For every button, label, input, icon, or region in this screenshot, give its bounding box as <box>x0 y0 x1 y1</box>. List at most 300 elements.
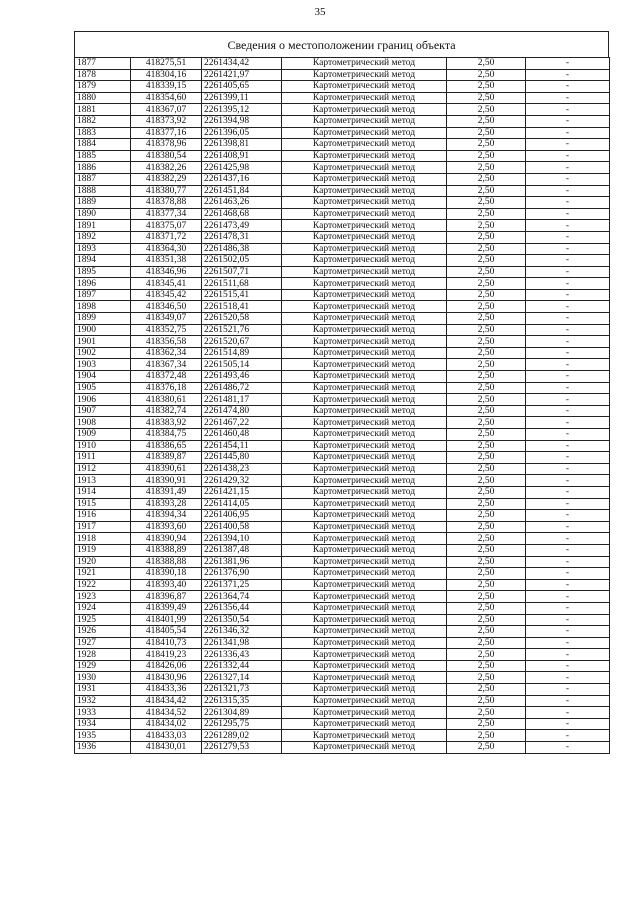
point-number-cell: 1893 <box>75 243 131 255</box>
point-number-cell: 1882 <box>75 115 131 127</box>
description-cell: - <box>526 521 610 533</box>
accuracy-cell: 2,50 <box>447 718 526 730</box>
y-coordinate-cell: 2261515,41 <box>202 289 282 301</box>
method-cell: Картометрический метод <box>282 626 447 638</box>
y-coordinate-cell: 2261371,25 <box>202 579 282 591</box>
description-cell: - <box>526 208 610 220</box>
accuracy-cell: 2,50 <box>447 382 526 394</box>
method-cell: Картометрический метод <box>282 695 447 707</box>
accuracy-cell: 2,50 <box>447 440 526 452</box>
x-coordinate-cell: 418434,52 <box>131 707 202 719</box>
method-cell: Картометрический метод <box>282 220 447 232</box>
point-number-cell: 1909 <box>75 429 131 441</box>
description-cell: - <box>526 730 610 742</box>
accuracy-cell: 2,50 <box>447 313 526 325</box>
x-coordinate-cell: 418388,88 <box>131 556 202 568</box>
method-cell: Картометрический метод <box>282 660 447 672</box>
x-coordinate-cell: 418434,02 <box>131 718 202 730</box>
accuracy-cell: 2,50 <box>447 336 526 348</box>
y-coordinate-cell: 2261399,11 <box>202 92 282 104</box>
table-row <box>75 498 610 510</box>
y-coordinate-cell: 2261350,54 <box>202 614 282 626</box>
table-row <box>75 104 610 116</box>
point-number-cell: 1931 <box>75 684 131 696</box>
x-coordinate-cell: 418377,16 <box>131 127 202 139</box>
description-cell: - <box>526 614 610 626</box>
y-coordinate-cell: 2261408,91 <box>202 150 282 162</box>
point-number-cell: 1880 <box>75 92 131 104</box>
accuracy-cell: 2,50 <box>447 591 526 603</box>
y-coordinate-cell: 2261511,68 <box>202 278 282 290</box>
accuracy-cell: 2,50 <box>447 394 526 406</box>
y-coordinate-cell: 2261341,98 <box>202 637 282 649</box>
table-row <box>75 718 610 730</box>
y-coordinate-cell: 2261505,14 <box>202 359 282 371</box>
method-cell: Картометрический метод <box>282 742 447 754</box>
table-row <box>75 730 610 742</box>
point-number-cell: 1902 <box>75 347 131 359</box>
accuracy-cell: 2,50 <box>447 139 526 151</box>
point-number-cell: 1905 <box>75 382 131 394</box>
table-row <box>75 521 610 533</box>
description-cell: - <box>526 382 610 394</box>
accuracy-cell: 2,50 <box>447 359 526 371</box>
table-row <box>75 255 610 267</box>
x-coordinate-cell: 418389,87 <box>131 452 202 464</box>
y-coordinate-cell: 2261398,81 <box>202 139 282 151</box>
y-coordinate-cell: 2261321,73 <box>202 684 282 696</box>
point-number-cell: 1927 <box>75 637 131 649</box>
accuracy-cell: 2,50 <box>447 231 526 243</box>
method-cell: Картометрический метод <box>282 173 447 185</box>
y-coordinate-cell: 2261327,14 <box>202 672 282 684</box>
accuracy-cell: 2,50 <box>447 81 526 93</box>
point-number-cell: 1932 <box>75 695 131 707</box>
y-coordinate-cell: 2261438,23 <box>202 463 282 475</box>
x-coordinate-cell: 418401,99 <box>131 614 202 626</box>
y-coordinate-cell: 2261468,68 <box>202 208 282 220</box>
accuracy-cell: 2,50 <box>447 684 526 696</box>
x-coordinate-cell: 418339,15 <box>131 81 202 93</box>
description-cell: - <box>526 266 610 278</box>
accuracy-cell: 2,50 <box>447 197 526 209</box>
table-row <box>75 626 610 638</box>
y-coordinate-cell: 2261481,17 <box>202 394 282 406</box>
method-cell: Картометрический метод <box>282 382 447 394</box>
x-coordinate-cell: 418390,61 <box>131 463 202 475</box>
x-coordinate-cell: 418384,75 <box>131 429 202 441</box>
table-row <box>75 162 610 174</box>
accuracy-cell: 2,50 <box>447 208 526 220</box>
table-row <box>75 324 610 336</box>
method-cell: Картометрический метод <box>282 371 447 383</box>
table-row <box>75 556 610 568</box>
table-row <box>75 602 610 614</box>
description-cell: - <box>526 486 610 498</box>
description-cell: - <box>526 475 610 487</box>
x-coordinate-cell: 418346,50 <box>131 301 202 313</box>
y-coordinate-cell: 2261474,80 <box>202 405 282 417</box>
description-cell: - <box>526 718 610 730</box>
accuracy-cell: 2,50 <box>447 510 526 522</box>
point-number-cell: 1907 <box>75 405 131 417</box>
description-cell: - <box>526 324 610 336</box>
point-number-cell: 1904 <box>75 371 131 383</box>
accuracy-cell: 2,50 <box>447 568 526 580</box>
method-cell: Картометрический метод <box>282 417 447 429</box>
point-number-cell: 1912 <box>75 463 131 475</box>
method-cell: Картометрический метод <box>282 649 447 661</box>
x-coordinate-cell: 418434,42 <box>131 695 202 707</box>
point-number-cell: 1899 <box>75 313 131 325</box>
table-row <box>75 289 610 301</box>
method-cell: Картометрический метод <box>282 556 447 568</box>
method-cell: Картометрический метод <box>282 139 447 151</box>
method-cell: Картометрический метод <box>282 69 447 81</box>
point-number-cell: 1891 <box>75 220 131 232</box>
y-coordinate-cell: 2261507,71 <box>202 266 282 278</box>
point-number-cell: 1917 <box>75 521 131 533</box>
y-coordinate-cell: 2261473,49 <box>202 220 282 232</box>
accuracy-cell: 2,50 <box>447 405 526 417</box>
table-row <box>75 579 610 591</box>
x-coordinate-cell: 418383,92 <box>131 417 202 429</box>
table-row <box>75 660 610 672</box>
table-row <box>75 336 610 348</box>
x-coordinate-cell: 418382,74 <box>131 405 202 417</box>
x-coordinate-cell: 418386,65 <box>131 440 202 452</box>
table-row <box>75 707 610 719</box>
point-number-cell: 1906 <box>75 394 131 406</box>
accuracy-cell: 2,50 <box>447 417 526 429</box>
table-row <box>75 544 610 556</box>
point-number-cell: 1933 <box>75 707 131 719</box>
description-cell: - <box>526 162 610 174</box>
method-cell: Картометрический метод <box>282 510 447 522</box>
description-cell: - <box>526 417 610 429</box>
accuracy-cell: 2,50 <box>447 498 526 510</box>
x-coordinate-cell: 418396,87 <box>131 591 202 603</box>
point-number-cell: 1935 <box>75 730 131 742</box>
accuracy-cell: 2,50 <box>447 556 526 568</box>
table-row <box>75 197 610 209</box>
coordinates-table-body <box>75 58 610 754</box>
table-row <box>75 452 610 464</box>
description-cell: - <box>526 602 610 614</box>
point-number-cell: 1919 <box>75 544 131 556</box>
method-cell: Картометрический метод <box>282 313 447 325</box>
x-coordinate-cell: 418433,36 <box>131 684 202 696</box>
section-title: Сведения о местоположении границ объекта <box>227 38 456 52</box>
table-row <box>75 394 610 406</box>
y-coordinate-cell: 2261451,84 <box>202 185 282 197</box>
x-coordinate-cell: 418372,48 <box>131 371 202 383</box>
description-cell: - <box>526 301 610 313</box>
accuracy-cell: 2,50 <box>447 289 526 301</box>
description-cell: - <box>526 115 610 127</box>
method-cell: Картометрический метод <box>282 255 447 267</box>
x-coordinate-cell: 418390,91 <box>131 475 202 487</box>
point-number-cell: 1889 <box>75 197 131 209</box>
description-cell: - <box>526 568 610 580</box>
point-number-cell: 1884 <box>75 139 131 151</box>
coordinates-table <box>74 57 610 754</box>
method-cell: Картометрический метод <box>282 533 447 545</box>
accuracy-cell: 2,50 <box>447 150 526 162</box>
accuracy-cell: 2,50 <box>447 486 526 498</box>
point-number-cell: 1879 <box>75 81 131 93</box>
accuracy-cell: 2,50 <box>447 58 526 70</box>
method-cell: Картометрический метод <box>282 405 447 417</box>
table-row <box>75 139 610 151</box>
accuracy-cell: 2,50 <box>447 579 526 591</box>
description-cell: - <box>526 139 610 151</box>
description-cell: - <box>526 359 610 371</box>
y-coordinate-cell: 2261478,31 <box>202 231 282 243</box>
accuracy-cell: 2,50 <box>447 162 526 174</box>
method-cell: Картометрический метод <box>282 104 447 116</box>
description-cell: - <box>526 695 610 707</box>
table-row <box>75 81 610 93</box>
description-cell: - <box>526 243 610 255</box>
x-coordinate-cell: 418367,34 <box>131 359 202 371</box>
point-number-cell: 1890 <box>75 208 131 220</box>
description-cell: - <box>526 429 610 441</box>
description-cell: - <box>526 544 610 556</box>
description-cell: - <box>526 394 610 406</box>
table-row <box>75 313 610 325</box>
x-coordinate-cell: 418419,23 <box>131 649 202 661</box>
point-number-cell: 1886 <box>75 162 131 174</box>
y-coordinate-cell: 2261304,89 <box>202 707 282 719</box>
method-cell: Картометрический метод <box>282 707 447 719</box>
x-coordinate-cell: 418304,16 <box>131 69 202 81</box>
method-cell: Картометрический метод <box>282 336 447 348</box>
x-coordinate-cell: 418351,38 <box>131 255 202 267</box>
y-coordinate-cell: 2261425,98 <box>202 162 282 174</box>
method-cell: Картометрический метод <box>282 301 447 313</box>
x-coordinate-cell: 418345,42 <box>131 289 202 301</box>
table-row <box>75 429 610 441</box>
accuracy-cell: 2,50 <box>447 324 526 336</box>
method-cell: Картометрический метод <box>282 475 447 487</box>
table-row <box>75 173 610 185</box>
method-cell: Картометрический метод <box>282 718 447 730</box>
x-coordinate-cell: 418380,61 <box>131 394 202 406</box>
x-coordinate-cell: 418356,58 <box>131 336 202 348</box>
method-cell: Картометрический метод <box>282 266 447 278</box>
accuracy-cell: 2,50 <box>447 104 526 116</box>
x-coordinate-cell: 418410,73 <box>131 637 202 649</box>
point-number-cell: 1878 <box>75 69 131 81</box>
method-cell: Картометрический метод <box>282 440 447 452</box>
section-header <box>74 31 609 57</box>
x-coordinate-cell: 418345,41 <box>131 278 202 290</box>
accuracy-cell: 2,50 <box>447 92 526 104</box>
y-coordinate-cell: 2261429,32 <box>202 475 282 487</box>
y-coordinate-cell: 2261332,44 <box>202 660 282 672</box>
accuracy-cell: 2,50 <box>447 626 526 638</box>
accuracy-cell: 2,50 <box>447 347 526 359</box>
y-coordinate-cell: 2261279,53 <box>202 742 282 754</box>
table-row <box>75 278 610 290</box>
description-cell: - <box>526 649 610 661</box>
x-coordinate-cell: 418405,54 <box>131 626 202 638</box>
y-coordinate-cell: 2261463,26 <box>202 197 282 209</box>
y-coordinate-cell: 2261376,90 <box>202 568 282 580</box>
y-coordinate-cell: 2261394,98 <box>202 115 282 127</box>
description-cell: - <box>526 556 610 568</box>
table-row <box>75 649 610 661</box>
y-coordinate-cell: 2261437,16 <box>202 173 282 185</box>
point-number-cell: 1877 <box>75 58 131 70</box>
x-coordinate-cell: 418362,34 <box>131 347 202 359</box>
method-cell: Картометрический метод <box>282 614 447 626</box>
point-number-cell: 1885 <box>75 150 131 162</box>
x-coordinate-cell: 418390,18 <box>131 568 202 580</box>
method-cell: Картометрический метод <box>282 463 447 475</box>
y-coordinate-cell: 2261295,75 <box>202 718 282 730</box>
y-coordinate-cell: 2261514,89 <box>202 347 282 359</box>
x-coordinate-cell: 418378,96 <box>131 139 202 151</box>
method-cell: Картометрический метод <box>282 429 447 441</box>
table-row <box>75 231 610 243</box>
table-row <box>75 359 610 371</box>
accuracy-cell: 2,50 <box>447 429 526 441</box>
method-cell: Картометрический метод <box>282 81 447 93</box>
accuracy-cell: 2,50 <box>447 475 526 487</box>
accuracy-cell: 2,50 <box>447 115 526 127</box>
accuracy-cell: 2,50 <box>447 127 526 139</box>
point-number-cell: 1923 <box>75 591 131 603</box>
table-row <box>75 92 610 104</box>
description-cell: - <box>526 510 610 522</box>
method-cell: Картометрический метод <box>282 544 447 556</box>
method-cell: Картометрический метод <box>282 394 447 406</box>
accuracy-cell: 2,50 <box>447 614 526 626</box>
y-coordinate-cell: 2261520,67 <box>202 336 282 348</box>
y-coordinate-cell: 2261421,97 <box>202 69 282 81</box>
y-coordinate-cell: 2261414,05 <box>202 498 282 510</box>
table-row <box>75 637 610 649</box>
accuracy-cell: 2,50 <box>447 730 526 742</box>
point-number-cell: 1896 <box>75 278 131 290</box>
method-cell: Картометрический метод <box>282 730 447 742</box>
method-cell: Картометрический метод <box>282 568 447 580</box>
y-coordinate-cell: 2261336,43 <box>202 649 282 661</box>
description-cell: - <box>526 313 610 325</box>
x-coordinate-cell: 418364,30 <box>131 243 202 255</box>
point-number-cell: 1916 <box>75 510 131 522</box>
y-coordinate-cell: 2261486,38 <box>202 243 282 255</box>
method-cell: Картометрический метод <box>282 289 447 301</box>
x-coordinate-cell: 418354,60 <box>131 92 202 104</box>
point-number-cell: 1894 <box>75 255 131 267</box>
description-cell: - <box>526 58 610 70</box>
table-row <box>75 220 610 232</box>
accuracy-cell: 2,50 <box>447 69 526 81</box>
x-coordinate-cell: 418376,18 <box>131 382 202 394</box>
y-coordinate-cell: 2261400,58 <box>202 521 282 533</box>
y-coordinate-cell: 2261364,74 <box>202 591 282 603</box>
y-coordinate-cell: 2261405,65 <box>202 81 282 93</box>
y-coordinate-cell: 2261315,35 <box>202 695 282 707</box>
point-number-cell: 1895 <box>75 266 131 278</box>
method-cell: Картометрический метод <box>282 197 447 209</box>
table-row <box>75 266 610 278</box>
x-coordinate-cell: 418382,26 <box>131 162 202 174</box>
x-coordinate-cell: 418399,49 <box>131 602 202 614</box>
accuracy-cell: 2,50 <box>447 707 526 719</box>
description-cell: - <box>526 533 610 545</box>
description-cell: - <box>526 231 610 243</box>
y-coordinate-cell: 2261289,02 <box>202 730 282 742</box>
point-number-cell: 1915 <box>75 498 131 510</box>
accuracy-cell: 2,50 <box>447 243 526 255</box>
method-cell: Картометрический метод <box>282 486 447 498</box>
description-cell: - <box>526 672 610 684</box>
accuracy-cell: 2,50 <box>447 255 526 267</box>
table-row <box>75 510 610 522</box>
table-row <box>75 185 610 197</box>
accuracy-cell: 2,50 <box>447 742 526 754</box>
accuracy-cell: 2,50 <box>447 660 526 672</box>
x-coordinate-cell: 418382,29 <box>131 173 202 185</box>
y-coordinate-cell: 2261521,76 <box>202 324 282 336</box>
table-row <box>75 69 610 81</box>
point-number-cell: 1908 <box>75 417 131 429</box>
x-coordinate-cell: 418394,34 <box>131 510 202 522</box>
x-coordinate-cell: 418426,06 <box>131 660 202 672</box>
x-coordinate-cell: 418393,60 <box>131 521 202 533</box>
description-cell: - <box>526 591 610 603</box>
method-cell: Картометрический метод <box>282 579 447 591</box>
table-row <box>75 475 610 487</box>
method-cell: Картометрический метод <box>282 231 447 243</box>
description-cell: - <box>526 185 610 197</box>
x-coordinate-cell: 418378,88 <box>131 197 202 209</box>
point-number-cell: 1921 <box>75 568 131 580</box>
description-cell: - <box>526 289 610 301</box>
accuracy-cell: 2,50 <box>447 452 526 464</box>
accuracy-cell: 2,50 <box>447 533 526 545</box>
description-cell: - <box>526 684 610 696</box>
description-cell: - <box>526 742 610 754</box>
description-cell: - <box>526 463 610 475</box>
description-cell: - <box>526 255 610 267</box>
x-coordinate-cell: 418380,77 <box>131 185 202 197</box>
table-row <box>75 208 610 220</box>
x-coordinate-cell: 418371,72 <box>131 231 202 243</box>
method-cell: Картометрический метод <box>282 591 447 603</box>
accuracy-cell: 2,50 <box>447 185 526 197</box>
description-cell: - <box>526 626 610 638</box>
x-coordinate-cell: 418349,07 <box>131 313 202 325</box>
point-number-cell: 1934 <box>75 718 131 730</box>
table-row <box>75 58 610 70</box>
table-row <box>75 614 610 626</box>
table-row <box>75 347 610 359</box>
method-cell: Картометрический метод <box>282 452 447 464</box>
table-row <box>75 672 610 684</box>
method-cell: Картометрический метод <box>282 521 447 533</box>
table-row <box>75 533 610 545</box>
method-cell: Картометрический метод <box>282 672 447 684</box>
x-coordinate-cell: 418390,94 <box>131 533 202 545</box>
accuracy-cell: 2,50 <box>447 301 526 313</box>
accuracy-cell: 2,50 <box>447 173 526 185</box>
y-coordinate-cell: 2261493,46 <box>202 371 282 383</box>
